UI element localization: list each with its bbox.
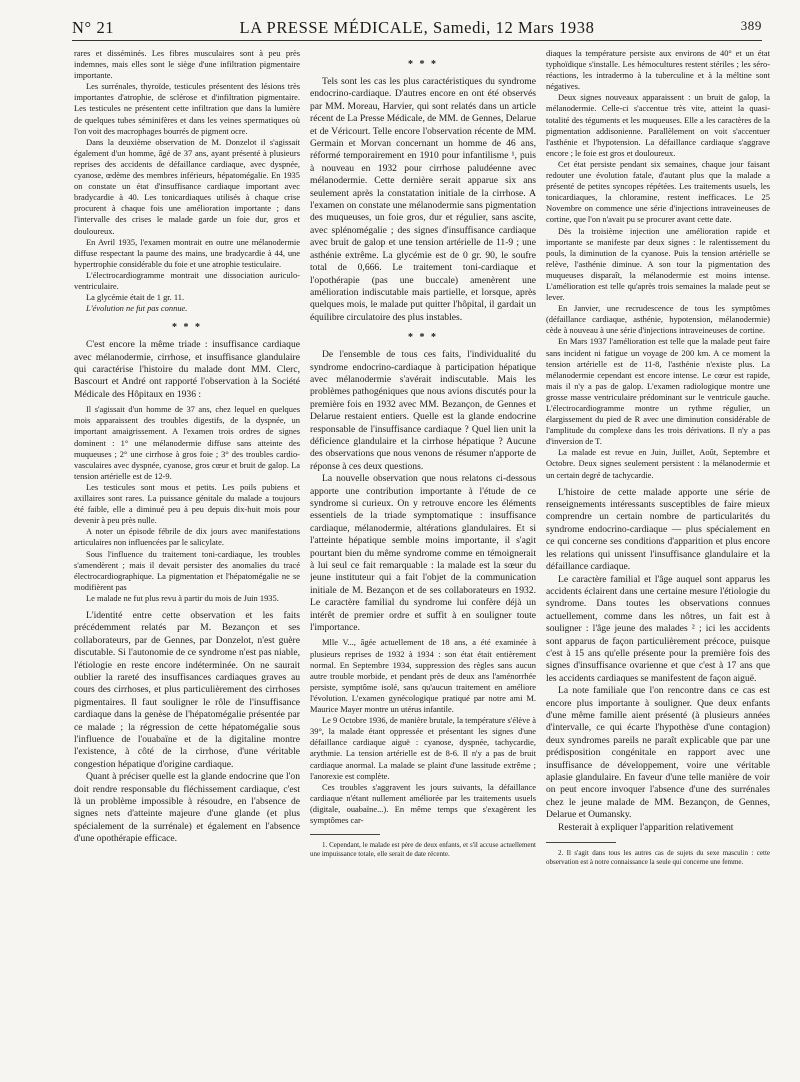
paragraph: diaques la température persiste aux environs de 40° et un état typhoïdique s'installe. Les hémocultures restent stériles ; les séro-réactions, les intradermo à la tuberculine et à la méltine sont négatives. [546,48,770,92]
paragraph: Mlle V..., âgée actuellement de 18 ans, a été examinée à plusieurs reprises de 1932 à 1934 : son état était entièrement normal. En Septembre 1934, suppression des règles sans aucun autre trouble morbide, et pendant près de deux ans l'aménorrhée persiste, symptôme isolé, sans qu'aucun traitement en améliore l'évolution. L'examen gynécologique pratiqué par notre ami M. Maurice Mayer montre un utérus infantile. [310,637,536,715]
section-divider: * * * [408,332,438,344]
paragraph: Les testicules sont mous et petits. Les poils pubiens et axillaires sont rares. La puissance génitale du malade a toujours été faible, elle a diminué peu à peu depuis dix-huit mois pour devenir à peu près nulle. [74,481,300,526]
paragraph: Cet état persiste pendant six semaines, chaque jour faisant redouter une évolution fatale, d'autant plus que la malade a présenté de petites syncopes répétées. Les traitements usuels, les tonicardiaques, la chloramine, restent inefficaces. Le 25 Novembre on commence une série d'injections intraveineuses de cortine, que l'on n'avait pu se procurer avant cette date. [546,158,770,225]
issue-number: N° 21 [72,18,115,37]
journal-title: LA PRESSE MÉDICALE, Samedi, 12 Mars 1938 [239,18,595,37]
paragraph: La nouvelle observation que nous relatons ci-dessous apporte une contribution importante à l'étude de ce syndrome si curieux. On y retrouve encore les éléments essentiels de la triade symptomatique : insuffisance cardiaque, mélanodermie, altérations glandulaires. Et si l'atteinte hépatique semble moins importante, il s'agit pourtant bien du même syndrome comme en témoignerait à lui seul ce fait remarquable : la malade est la sœur du jeune instituteur qui a fait l'objet de la communication initiale de M. Bezançon et de ses collaborateurs en 1932. Le caractère familial du syndrome lui confère déjà un intérêt de premier ordre et suffit à en souligner toute l'importance. [310,473,536,634]
paragraph: C'est encore la même triade : insuffisance cardiaque avec mélanodermie, cirrhose, et insuffisance glandulaire qui caractérise l'histoire du malade dont MM. Clerc, Bascourt et André ont rapporté l'observation à la Société Médicale des Hôpitaux en 1936 : [74,339,300,400]
paragraph: L'histoire de cette malade apporte une série de renseignements intéressants susceptibles de faire mieux comprendre un certain nombre de particularités du syndrome endocrino-cardiaque — plus spécialement en ce qui concerne ses conditions d'apparition et plus encore les relations qui unissent l'insuffisance glandulaire et la défaillance cardiaque. [546,486,770,573]
paragraph: La malade est revue en Juin, Juillet, Août, Septembre et Octobre. Deux signes seulement persistent : la mélanodermie et un certain degré de tachycardie. [546,447,770,480]
paragraph: Le malade ne fut plus revu à partir du mois de Juin 1935. [86,592,279,603]
paragraph: L'évolution ne fut pas connue. [86,303,188,314]
page-header [72,16,762,40]
footnote-rule [546,842,616,843]
paragraph: Ces troubles s'aggravent les jours suivants, la défaillance cardiaque n'étant nullement améliorée par les traitements usuels (digitale, ouabaïne...). En même temps que s'exagèrent les symptômes car- [310,781,536,825]
paragraph: En Janvier, une recrudescence de tous les symptômes (défaillance cardiaque, asthénie, hypotension, mélanodermie) cède à nouveau à une série d'injections intraveineuses de cortine. [546,303,770,336]
paragraph: Le caractère familial et l'âge auquel sont apparus les accidents éclairent dans une certaine mesure l'étiologie du syndrome. Dans toutes les observations connues actuellement, comme dans les nôtres, un fait est à souligner : l'âge jeune des malades ² ; ici les accidents sont apparus de façon particulièrement précoce, puisque c'est à 15 ans qu'elle présente pour la première fois des signes d'insuffisance ovarienne et que c'est à 17 ans que les accidents cardiaques se manifestent de façon aiguë. [546,573,770,684]
footnote-rule [310,834,380,835]
paragraph: L'électrocardiogramme montrait une dissociation auriculo-ventriculaire. [74,269,300,291]
paragraph: Dans la deuxième observation de M. Donzelot il s'agissait également d'un homme, âgé de 37 ans, ayant présenté à plusieurs reprises des accidents de défaillance cardiaque, avec dyspnée, cyanose, œdème des membres inférieurs, hépatomégalie. En 1935 on constate un état d'insuffisance cardiaque important avec bradycardie à 40. Les tonicardiaques utilisés à chaque crise procurent à chaque fois une amélioration importante ; dans l'intervalle des crises le malade garde un foie dur, gros et douloureux. [74,136,300,236]
paragraph: La glycémie était de 1 gr. 11. [86,292,185,303]
paragraph: En Mars 1937 l'amélioration est telle que la malade peut faire sans incident ni fatigue un voyage de 200 km. A ce moment la tension artérielle est de 11-8, l'asthénie n'existe plus. La mélanodermie cependant est encore intense. Le cœur est rapide, mais il n'y a pas de galop. L'examen radiologique montre une grosse masse ventriculaire prédominant sur le ventricule gauche. L'électrocardiogramme montre un rythme régulier, un élargissement du pied de R avec une diminution considérable de l'amplitude du complexe dans les trois dérivations. Il n'y a pas d'inversion de T. [546,336,770,447]
column-middle [310,48,536,1048]
paragraph: Tels sont les cas les plus caractéristiques du syndrome endocrino-cardiaque. D'autres encore en ont été observés par MM. Moreau, Harvier, qui sont relatés dans un article récent de La Presse Médicale, de MM. de Gennes, Delarue et de Véricourt. Telle encore l'observation récente de MM. Germain et Morvan concernant un homme de 46 ans, réformé temporairement en 1910 pour infantilisme ¹, puis à nouveau en 1932 pour cirrhose paludéenne avec mélanodermie. Cette dernière serait apparue six ans seulement après la constatation initiale de la cirrhose. A l'examen on constate une mélanodermie sans pigmentation des muqueuses, un foie gros, dur et régulier, sans ascite, avec splénomégalie ; des signes d'insuffisance cardiaque avec bruit de galop et une tension artérielle de 11-9 ; une asthénie extrême. La glycémie est de 0 gr. 90, le soufre total de 0,666. Le traitement toni-cardiaque et l'opothérapie (pas une buccale) amenèrent une amélioration indiscutable mais partielle, et lorsque, après quelques mois, le malade put quitter l'hôpital, il gardait un équilibre circulatoire des plus instables. [310,76,536,323]
paragraph: Les surrénales, thyroïde, testicules présentent des lésions très importantes d'atrophie, de sclérose et d'infiltration pigmentaire. Les testicules ne présentent cette infiltration que dans la lumière de quelques tubes séminifères et dans les veines spermatiques où l'on voit des macrophages bourrés de pigment ocre. [74,81,300,136]
paragraph: A noter un épisode fébrile de dix jours avec manifestations articulaires non influencées par le salicylate. [74,526,300,548]
paragraph: Sous l'influence du traitement toni-cardiaque, les troubles s'amendèrent ; mais il devait persister des anomalies du tracé électrocardiographique. La pigmentation et l'hépatomégalie ne se modifièrent pas [74,548,300,592]
section-divider: * * * [408,59,438,70]
footnote: 1. Cependant, le malade est père de deux enfants, et s'il accuse actuellement une impuissance totale, elle serait de date récente. [310,841,536,859]
section-divider: * * * [172,322,202,334]
paragraph: Deux signes nouveaux apparaissent : un bruit de galop, la mélanodermie. Celle-ci s'accentue très vite, atteint la quasi-totalité des téguments et les muqueuses. Elle a les caractères de la pigmentation addisonienne. Parallèlement on voit s'accentuer l'asthénie et l'hypotension. La défaillance cardiaque s'aggrave encore ; le foie est gros et douloureux. [546,92,770,158]
paragraph: rares et disséminés. Les fibres musculaires sont à peu près indemnes, mais elles sont le siège d'une infiltration pigmentaire importante. [74,48,300,81]
paragraph: Quant à préciser quelle est la glande endocrine que l'on doit rendre responsable du fléchissement cardiaque, c'est là un problème impossible à résoudre, en l'absence de signes nets d'atteinte majeure d'une glande (et plus spécialement de la surrénale) et également en l'absence d'une opothérapie efficace. [74,771,300,845]
paragraph: L'identité entre cette observation et les faits précédemment relatés par M. Bezançon et ses collaborateurs, par de Gennes, par Donzelot, n'est guère discutable. Si l'autonomie de ce syndrome n'est pas niable, l'étiologie en reste encore indéterminée. On ne saurait oublier la rareté des insuffisances cardiaques graves au cours des cirrhoses, et plus particulièrement des cirrhoses pigmentaires. Il faut souligner le rôle de l'insuffisance cardiaque dans la genèse de l'hépatomégalie présentée par ce malade ; la régression de cette hépatomégalie sous l'influence de l'ouabaïne et de la digitaline montre l'existence, à côté de la cirrhose, d'une véritable congestion hépatique d'origine cardiaque. [74,609,300,770]
column-right [546,48,770,1048]
header-rule [72,40,762,41]
footnote: 2. Il s'agit dans tous les autres cas de sujets du sexe masculin : cette observation est à notre connaissance la seule qui concerne une femme. [546,849,770,867]
paragraph: Il s'agissait d'un homme de 37 ans, chez lequel en quelques mois apparaissent des troubles digestifs, de la dyspnée, un important amaigrissement. A l'examen trois ordres de signes dominent : 1° une mélanodermie diffuse sans atteinte des muqueuses ; 2° une cirrhose à gros foie ; 3° des troubles cardio-vasculaires avec dyspnée, cyanose, gros cœur et bruit de galop. La tension artérielle est de 12-9. [74,404,300,481]
column-left [74,48,300,1048]
paragraph: Dès la troisième injection une amélioration rapide et importante se manifeste par deux signes : le ralentissement du pouls, la diminution de la cyanose. Puis la tension artérielle se relève, l'asthénie diminue. A son tour la pigmentation des muqueuses disparaît, la mélanodermie est moins intense. L'amélioration est telle qu'après trois semaines la malade peut se lever. [546,225,770,303]
paragraph: De l'ensemble de tous ces faits, l'individualité du syndrome endocrino-cardiaque à participation hépatique avec mélanodermie s'avérait indiscutable. Mais les problèmes pathogéniques que nous avions discutés pour la première fois en 1932 avec MM. Bezançon, de Gennes et Delarue restaient entiers. Quelle est la glande endocrine responsable de l'insuffisance cardiaque ? Quel lien unit la déficience glandulaire et la cirrhose hépatique ? Aucune des observations que nous venons de résumer n'apporte de réponse à ces deux questions. [310,349,536,472]
paragraph: Resterait à expliquer l'apparition relativement [558,821,734,833]
paragraph: Le 9 Octobre 1936, de manière brutale, la température s'élève à 39°, la malade étant oppressée et présentant les signes d'une défaillance cardiaque aiguë : cyanose, dyspnée, tachycardie, arythmie. La tension artérielle est de 8-6. Il n'y a pas de bruit cardiaque anormal. La malade se plaint d'une lassitude extrême ; l'anorexie est complète. [310,715,536,781]
paragraph: En Avril 1935, l'examen montrait en outre une mélanodermie diffuse respectant la paume des mains, une bradycardie à 44, une hypertrophie considérable du foie et une atrophie testiculaire. [74,236,300,269]
page-number: 389 [740,18,762,33]
paragraph: La note familiale que l'on rencontre dans ce cas est encore plus importante à souligner. Que deux enfants d'une même famille aient présenté (à plusieurs années d'intervalle, ce qui écarte l'hypothèse d'une contagion) deux syndromes pareils ne paraît explicable que par une prédisposition congénitale en rapport avec une insuffisance de développement, voire une véritable aplasie glandulaire. En faveur d'une telle manière de voir on peut encore invoquer l'absence d'une des surrénales chez le jeune malade de MM. Bezançon, de Gennes, Delarue et Oumansky. [546,685,770,821]
